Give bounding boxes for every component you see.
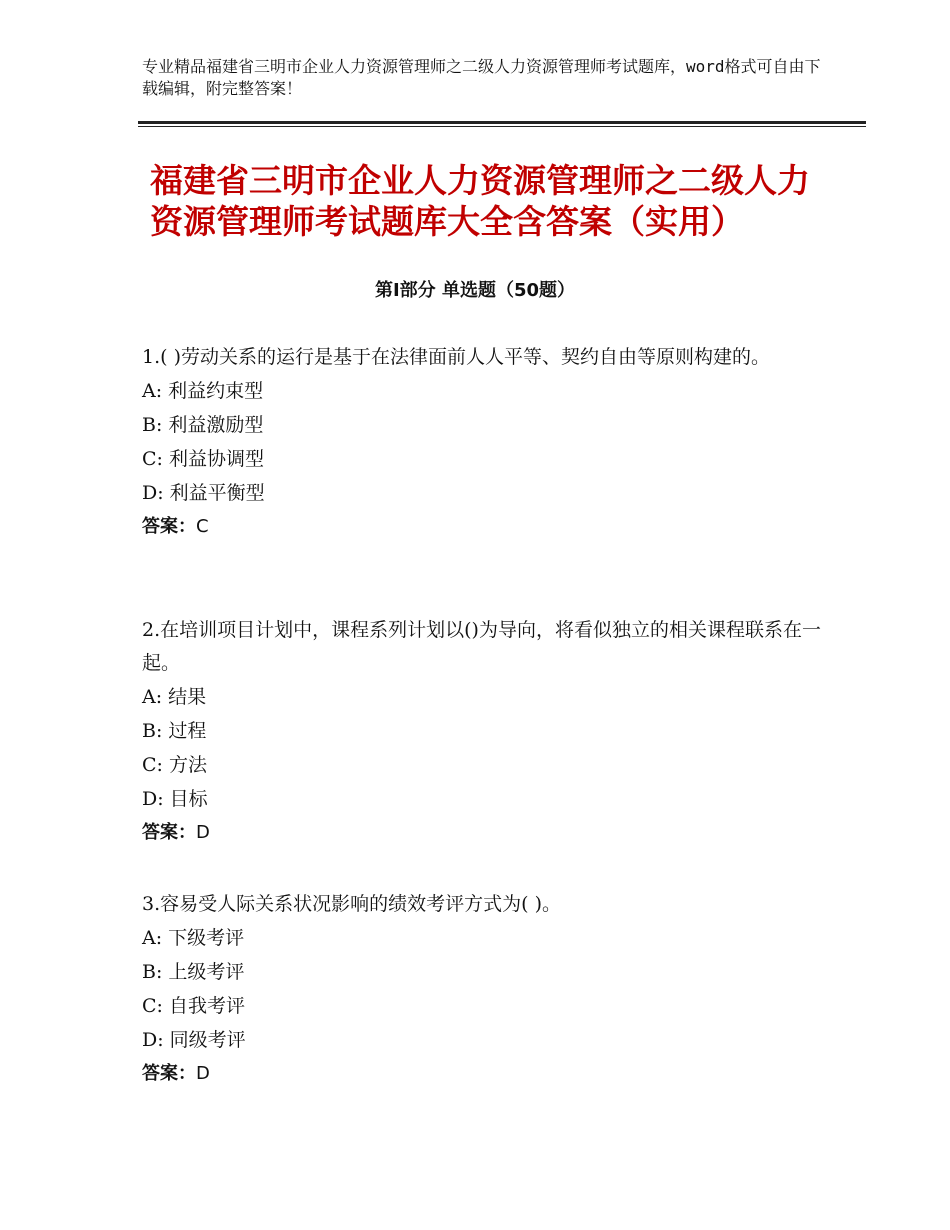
answer-line bbox=[142, 1057, 832, 1091]
answer-label: 答案： bbox=[142, 516, 196, 537]
answer-value: D bbox=[196, 1063, 210, 1084]
option-a: A: 结果 bbox=[142, 686, 207, 708]
answer-label: 答案： bbox=[142, 1063, 196, 1084]
option-c: C: 利益协调型 bbox=[142, 448, 264, 470]
question-3 bbox=[142, 888, 832, 1091]
answer-line bbox=[142, 510, 832, 544]
answer-value: C bbox=[196, 516, 209, 537]
header-rule-thick bbox=[138, 121, 866, 124]
option-b: B: 利益激励型 bbox=[142, 414, 264, 436]
answer-value: D bbox=[196, 822, 210, 843]
document-title: 福建省三明市企业人力资源管理师之二级人力资源管理师考试题库大全含答案（实用） bbox=[150, 161, 810, 241]
answer-label: 答案： bbox=[142, 822, 196, 843]
answer-line bbox=[142, 816, 832, 850]
option-b: B: 过程 bbox=[142, 720, 207, 742]
option-c: C: 方法 bbox=[142, 754, 207, 776]
question-stem: 1.( )劳动关系的运行是基于在法律面前人人平等、契约自由等原则构建的。 bbox=[142, 346, 770, 368]
option-d: D: 目标 bbox=[142, 788, 208, 810]
question-2 bbox=[142, 614, 832, 850]
option-b: B: 上级考评 bbox=[142, 961, 245, 983]
option-a: A: 下级考评 bbox=[142, 927, 245, 949]
section-heading: 第Ⅰ部分 单选题（50题） bbox=[374, 280, 575, 301]
option-a: A: 利益约束型 bbox=[142, 380, 264, 402]
question-1 bbox=[142, 341, 832, 544]
option-c: C: 自我考评 bbox=[142, 995, 245, 1017]
header-note: 专业精品福建省三明市企业人力资源管理师之二级人力资源管理师考试题库，word格式可自由下载编辑，附完整答案！ bbox=[142, 57, 821, 98]
option-d: D: 同级考评 bbox=[142, 1029, 246, 1051]
header-rule-thin bbox=[138, 126, 866, 127]
question-stem: 3.容易受人际关系状况影响的绩效考评方式为( )。 bbox=[142, 893, 561, 915]
option-d: D: 利益平衡型 bbox=[142, 482, 265, 504]
question-stem: 2.在培训项目计划中，课程系列计划以()为导向，将看似独立的相关课程联系在一起。 bbox=[142, 619, 821, 674]
